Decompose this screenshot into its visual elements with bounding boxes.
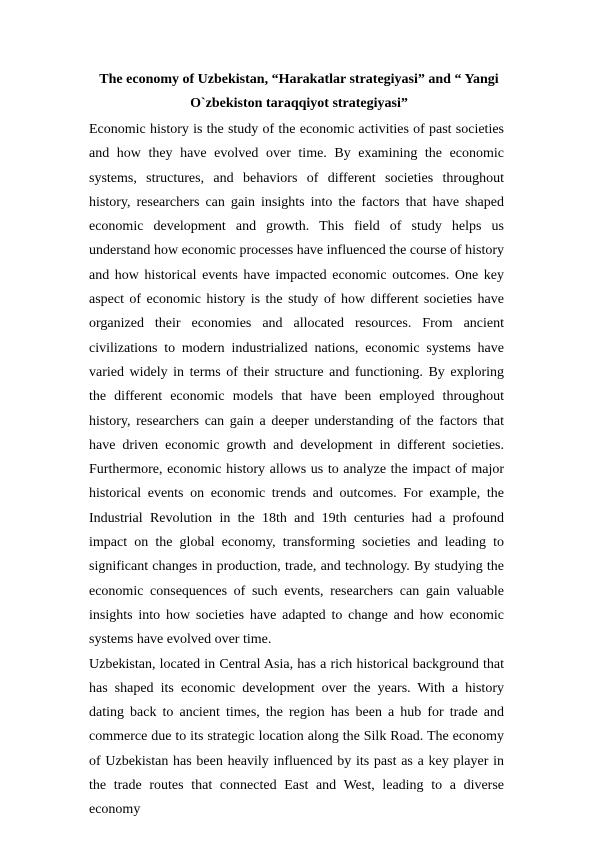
- paragraph-uzbekistan: Uzbekistan, located in Central Asia, has a rich historical background that has shaped its economic development over the years. With a history dating back to ancient times, the region has been a hub for trade and commerce due to its strategic location along the Silk Road. The economy of Uzbekistan has been heavily influenced by its past as a key player in the trade routes that connected East and West, leading to a diverse economy: [89, 656, 504, 818]
- paragraph-economic-history: Economic history is the study of the economic activities of past societies and how they have evolved over time. By examining the economic systems, structures, and behaviors of different societies throughout history, researchers can gain insights into the factors that have shaped economic development and growth. This field of study helps us understand how economic processes have influenced the course of history and how historical events have impacted economic outcomes. One key aspect of economic history is the study of how different societies have organized their economies and allocated resources. From ancient civilizations to modern industrialized nations, economic systems have varied widely in terms of their structure and functioning. By exploring the different economic models that have been employed throughout history, researchers can gain a deeper understanding of the factors that have driven economic growth and development in different societies. Furthermore, economic history allows us to analyze the impact of major historical events on economic trends and outcomes. For example, the Industrial Revolution in the 18th and 19th centuries had a profound impact on the global economy, transforming societies and leading to significant changes in production, trade, and technology. By studying the economic consequences of such events, researchers can gain valuable insights into how societies have adapted to change and how economic systems have evolved over time.: [89, 122, 504, 648]
- document-body: [89, 118, 504, 823]
- document-title: The economy of Uzbekistan, “Harakatlar strategiyasi” and “ Yangi O`zbekiston taraqqiyot strategiyasi”: [99, 72, 499, 111]
